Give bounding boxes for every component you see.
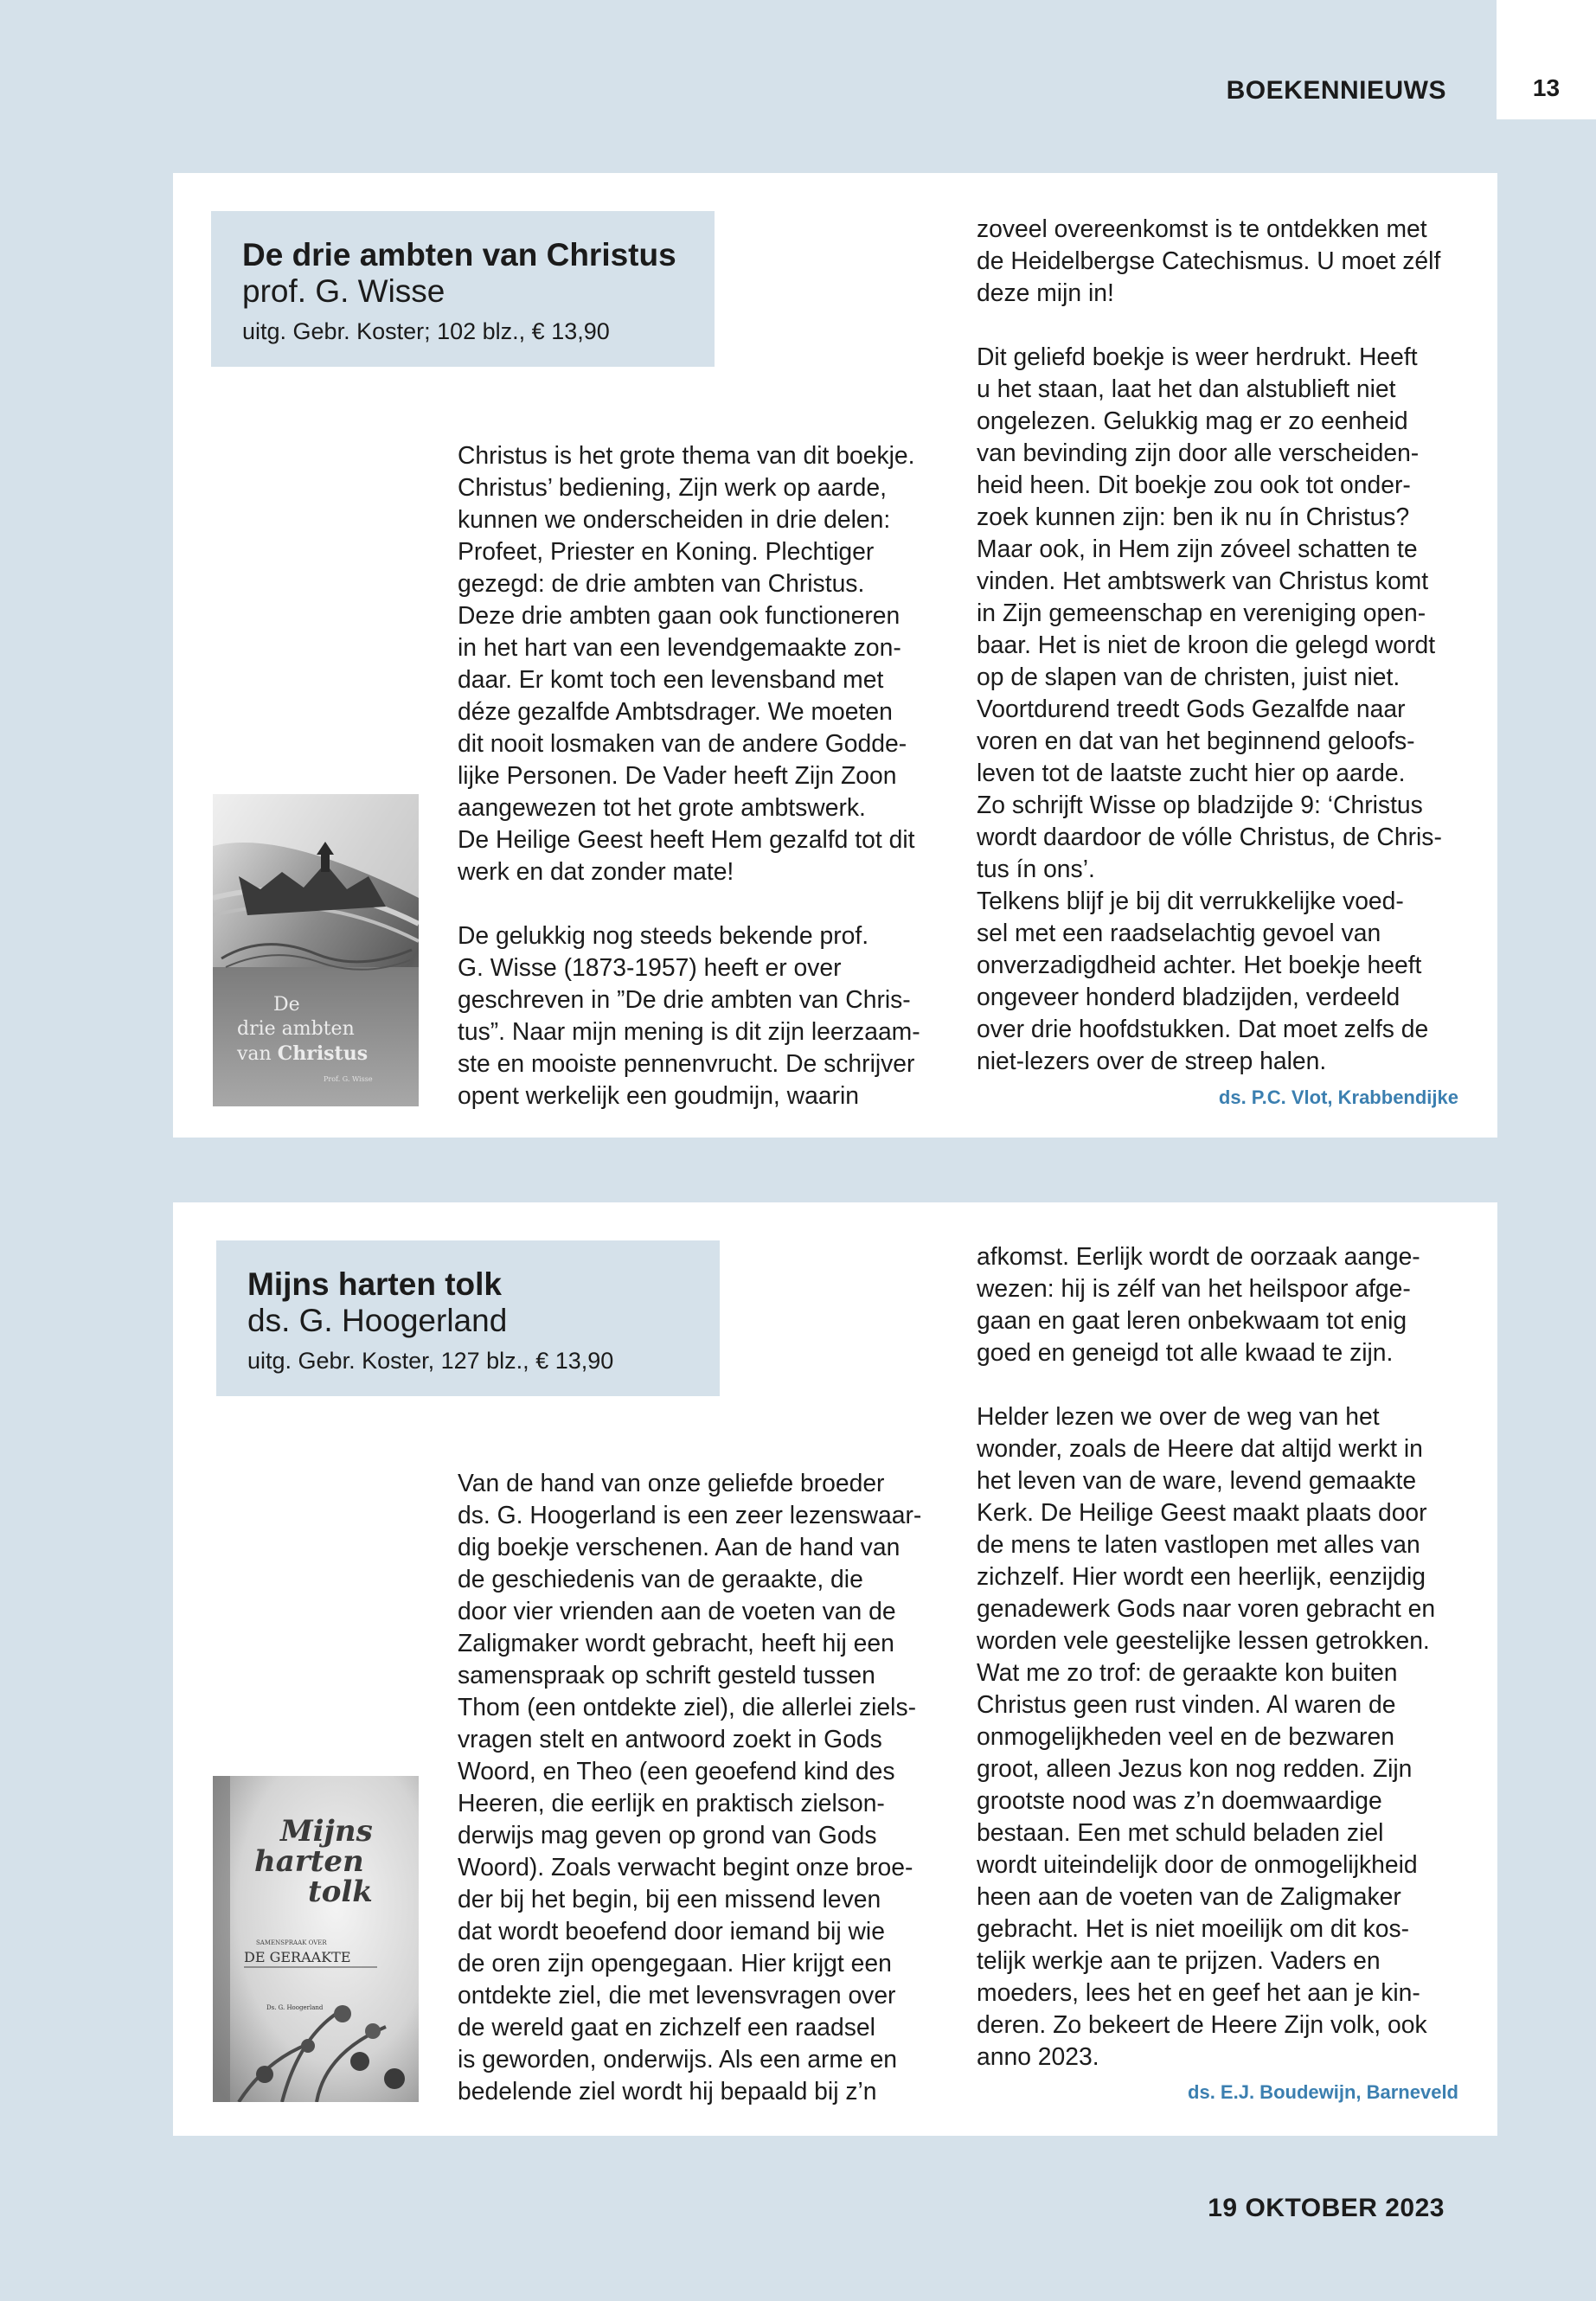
text-line: genadewerk Gods naar voren gebracht en xyxy=(977,1594,1436,1622)
text-line: telijk werkje aan te prijzen. Vaders en xyxy=(977,1946,1381,1974)
text-line: Christus is het grote thema van dit boekje. xyxy=(458,441,915,469)
book-publisher-info: uitg. Gebr. Koster; 102 blz., € 13,90 xyxy=(242,318,610,344)
text-line: Van de hand van onze geliefde broeder xyxy=(458,1469,885,1497)
text-line: De gelukkig nog steeds bekende prof. xyxy=(458,921,869,949)
text-line: Helder lezen we over de weg van het xyxy=(977,1402,1380,1430)
text-line: van bevinding zijn door alle verscheiden- xyxy=(977,439,1420,466)
page-number-text: 13 xyxy=(1532,74,1561,101)
review-card-1 xyxy=(173,173,1497,1138)
text-line: anno 2023. xyxy=(977,2042,1099,2070)
text-line: samenspraak op schrift gesteld tussen xyxy=(458,1661,875,1689)
book-info-box xyxy=(211,211,715,367)
text-line: ongelezen. Gelukkig mag er zo eenheid xyxy=(977,407,1408,434)
text-line: ongeveer honderd bladzijden, verdeeld xyxy=(977,983,1401,1010)
cover-text: Christus xyxy=(277,1042,369,1065)
text-line: wonder, zoals de Heere dat altijd werkt in xyxy=(977,1434,1423,1462)
text-line: Maar ook, in Hem zijn zóveel schatten te xyxy=(977,535,1418,562)
cover-text: DE GERAAKTE xyxy=(244,1949,351,1965)
text-line: op de slapen van de christen, juist niet. xyxy=(977,663,1401,690)
cover-text: drie ambten xyxy=(237,1018,355,1040)
book-title: De drie ambten van Christus xyxy=(242,237,676,272)
text-line: Telkens blijf je bij dit verrukkelijke voed- xyxy=(977,887,1404,914)
cover-text: tolk xyxy=(308,1875,373,1909)
text-line: lijke Personen. De Vader heeft Zijn Zoon xyxy=(458,761,897,789)
text-line: deren. Zo bekeert de Heere Zijn volk, ook xyxy=(977,2010,1427,2038)
text-line: wordt uiteindelijk door de onmogelijkheid xyxy=(977,1850,1418,1878)
text-line: goed en geneigd tot alle kwaad te zijn. xyxy=(977,1338,1394,1366)
text-line: over drie hoofdstukken. Dat moet zelfs de xyxy=(977,1015,1429,1042)
text-line: G. Wisse (1873-1957) heeft er over xyxy=(458,953,842,981)
review-body-column-2 xyxy=(977,213,1442,1077)
text-line: wordt daardoor de vólle Christus, de Chris- xyxy=(977,823,1442,850)
text-line: Voortdurend treedt Gods Gezalfde naar xyxy=(977,695,1406,722)
text-line: dig boekje verschenen. Aan de hand van xyxy=(458,1533,901,1561)
text-line: ste en mooiste pennenvrucht. De schrijver xyxy=(458,1049,915,1077)
text-line: dit nooit losmaken van de andere Godde- xyxy=(458,729,907,757)
text-line: is geworden, onderwijs. Als een arme en xyxy=(458,2045,898,2073)
book-publisher-info: uitg. Gebr. Koster, 127 blz., € 13,90 xyxy=(247,1348,614,1374)
text-line: baar. Het is niet de kroon die gelegd wordt xyxy=(977,631,1436,658)
paragraph-break xyxy=(977,309,1442,341)
text-line: onverzadigdheid achter. Het boekje heeft xyxy=(977,951,1422,978)
section-title: BOEKENNIEUWS xyxy=(1226,76,1446,105)
book-title: Mijns harten tolk xyxy=(247,1266,502,1302)
text-line: gezegd: de drie ambten van Christus. xyxy=(458,569,865,597)
text-line: aangewezen tot het grote ambtswerk. xyxy=(458,793,866,821)
cover-text: Mijns xyxy=(280,1814,373,1849)
text-line: de geschiedenis van de geraakte, die xyxy=(458,1565,863,1593)
text-line: door vier vrienden aan de voeten van de xyxy=(458,1597,896,1625)
text-line: voren en dat van het beginnend geloofs- xyxy=(977,727,1415,754)
text-line: ontdekte ziel, die met levensvragen over xyxy=(458,1981,896,2009)
text-line: Dit geliefd boekje is weer herdrukt. Heeft xyxy=(977,343,1418,370)
review-card-2 xyxy=(173,1202,1497,2136)
text-line: De Heilige Geest heeft Hem gezalfd tot dit xyxy=(458,825,915,853)
book-cover-image xyxy=(213,1776,419,2102)
text-line: zoek kunnen zijn: ben ik nu ín Christus? xyxy=(977,503,1410,530)
review-body-column-1 xyxy=(458,439,920,1112)
text-line: u het staan, laat het dan alstublieft niet xyxy=(977,375,1396,402)
svg-text:van Christus xyxy=(236,1042,368,1065)
text-line: leven tot de laatste zucht hier op aarde. xyxy=(977,759,1406,786)
page-number xyxy=(1497,0,1596,119)
text-line: tus”. Naar mijn mening is dit zijn leerzaam- xyxy=(458,1017,920,1045)
text-line: wezen: hij is zélf van het heilspoor afge- xyxy=(977,1274,1411,1302)
text-line: de oren zijn opengegaan. Hier krijgt een xyxy=(458,1949,892,1977)
text-line: heid heen. Dit boekje zou ook tot onder- xyxy=(977,471,1411,498)
text-line: derwijs mag geven op grond van Gods xyxy=(458,1821,877,1849)
text-line: werk en dat zonder mate! xyxy=(458,857,734,885)
text-line: der bij het begin, bij een missend leven xyxy=(458,1885,881,1913)
text-line: bestaan. Een met schuld beladen ziel xyxy=(977,1818,1384,1846)
text-line: worden vele geestelijke lessen getrokken. xyxy=(977,1626,1430,1654)
text-line: vinden. Het ambtswerk van Christus komt xyxy=(977,567,1429,594)
cover-text: van xyxy=(237,1043,278,1065)
text-line: gebracht. Het is niet moeilijk om dit kos- xyxy=(977,1914,1410,1942)
text-line: groot, alleen Jezus kon nog redden. Zijn xyxy=(977,1754,1413,1782)
text-line: sel met een raadselachtig gevoel van xyxy=(977,919,1381,946)
paragraph-break xyxy=(458,888,920,920)
text-line: het leven van de ware, levend gemaakte xyxy=(977,1466,1417,1494)
review-body-column-2 xyxy=(977,1240,1435,2073)
book-cover-image xyxy=(213,794,419,1106)
text-line: déze gezalfde Ambtsdrager. We moeten xyxy=(458,697,893,725)
text-line: tus ín ons’. xyxy=(977,855,1095,882)
text-line: bedelende ziel wordt hij bepaald bij z’n xyxy=(458,2077,877,2105)
text-line: onmogelijkheden veel en de bezwaren xyxy=(977,1722,1394,1750)
text-line: Deze drie ambten gaan ook functioneren xyxy=(458,601,901,629)
text-line: Zaligmaker wordt gebracht, heeft hij een xyxy=(458,1629,894,1657)
issue-date: 19 OKTOBER 2023 xyxy=(1208,2194,1445,2222)
text-line: opent werkelijk een goudmijn, waarin xyxy=(458,1081,860,1109)
reviewer-signature: ds. P.C. Vlot, Krabbendijke xyxy=(1218,1086,1458,1108)
text-line: Woord, en Theo (een geoefend kind des xyxy=(458,1757,895,1785)
reviewer-signature: ds. E.J. Boudewijn, Barneveld xyxy=(1188,2081,1458,2103)
cover-text: SAMENSPRAAK OVER xyxy=(256,1939,327,1946)
text-line: Profeet, Priester en Koning. Plechtiger xyxy=(458,537,875,565)
review-body-column-1 xyxy=(458,1467,921,2107)
cover-text: harten xyxy=(254,1844,364,1879)
text-line: gaan en gaat leren onbekwaam tot enig xyxy=(977,1306,1407,1334)
text-line: de Heidelbergse Catechismus. U moet zélf xyxy=(977,247,1441,274)
paragraph-break xyxy=(977,1368,1435,1400)
text-line: Kerk. De Heilige Geest maakt plaats door xyxy=(977,1498,1427,1526)
text-line: Heeren, die eerlijk en praktisch zielson- xyxy=(458,1789,885,1817)
text-line: de mens te laten vastlopen met alles van xyxy=(977,1530,1420,1558)
book-author: prof. G. Wisse xyxy=(242,273,445,309)
book-author: ds. G. Hoogerland xyxy=(247,1303,508,1338)
text-line: Zo schrijft Wisse op bladzijde 9: ‘Christus xyxy=(977,791,1423,818)
text-line: grootste nood was z’n doemwaardige xyxy=(977,1786,1382,1814)
text-line: Christus geen rust vinden. Al waren de xyxy=(977,1690,1396,1718)
text-line: heen aan de voeten van de Zaligmaker xyxy=(977,1882,1401,1910)
text-line: daar. Er komt toch een levensband met xyxy=(458,665,884,693)
cover-text: Prof. G. Wisse xyxy=(324,1075,373,1083)
cover-text: Ds. G. Hoogerland xyxy=(266,2004,324,2011)
text-line: zichzelf. Hier wordt een heerlijk, eenzijdig xyxy=(977,1562,1426,1590)
text-line: geschreven in ”De drie ambten van Chris- xyxy=(458,985,911,1013)
text-line: zoveel overeenkomst is te ontdekken met xyxy=(977,215,1427,242)
text-line: in het hart van een levendgemaakte zon- xyxy=(458,633,901,661)
text-line: Christus’ bediening, Zijn werk op aarde, xyxy=(458,473,887,501)
text-line: de wereld gaat en zichzelf een raadsel xyxy=(458,2013,875,2041)
text-line: dat wordt beoefend door iemand bij wie xyxy=(458,1917,885,1945)
cover-text: De xyxy=(273,994,300,1016)
text-line: in Zijn gemeenschap en vereniging open- xyxy=(977,599,1426,626)
text-line: Woord). Zoals verwacht begint onze broe- xyxy=(458,1853,913,1881)
text-line: niet-lezers over de streep halen. xyxy=(977,1047,1327,1074)
text-line: deze mijn in! xyxy=(977,279,1114,306)
text-line: afkomst. Eerlijk wordt de oorzaak aange- xyxy=(977,1242,1420,1270)
text-line: vragen stelt en antwoord zoekt in Gods xyxy=(458,1725,882,1753)
book-info-box xyxy=(216,1240,720,1396)
text-line: kunnen we onderscheiden in drie delen: xyxy=(458,505,891,533)
text-line: Wat me zo trof: de geraakte kon buiten xyxy=(977,1658,1398,1686)
text-line: moeders, lees het en geef het aan je kin- xyxy=(977,1978,1420,2006)
text-line: ds. G. Hoogerland is een zeer lezenswaar- xyxy=(458,1501,922,1529)
text-line: Thom (een ontdekte ziel), die allerlei ziels- xyxy=(458,1693,917,1721)
